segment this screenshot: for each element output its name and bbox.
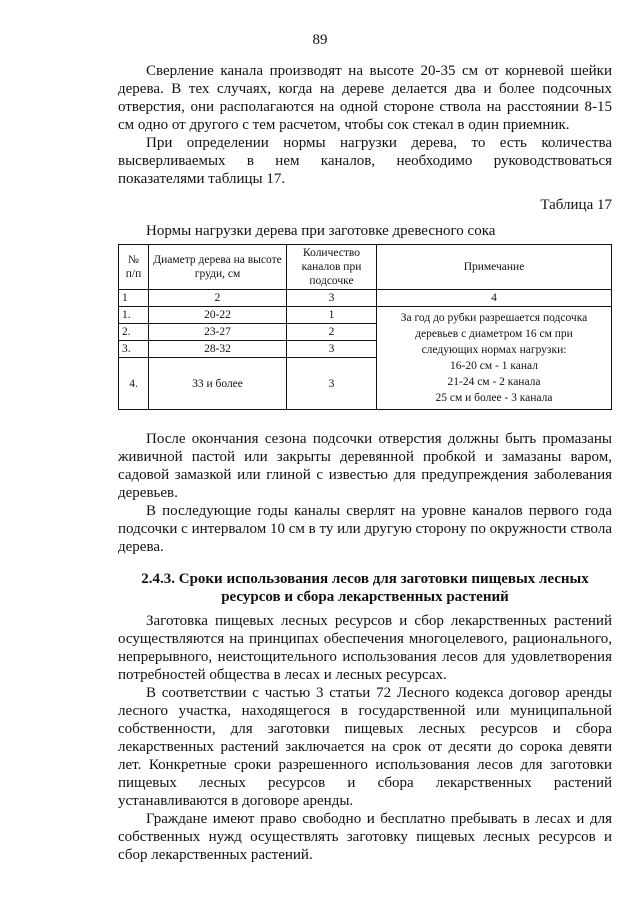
table-cell: 28-32 [149,341,287,358]
table-cell: 1. [119,307,149,324]
table-row [119,307,612,324]
table-cell: 1 [119,290,149,307]
table-cell: 3 [287,341,377,358]
note-line: 16-20 см - 1 канал [450,360,538,372]
page-number: 89 [312,32,328,48]
table-cell: 3 [287,290,377,307]
note-line: 25 см и более - 3 канала [435,392,553,404]
note-line: следующих нормах нагрузки: [421,344,567,356]
table-header-row [119,245,612,290]
paragraph: В последующие годы каналы сверлят на уровне каналов первого года подсочки с интервалом 10 см в ту или другую сторону по окружности ствола дерева. [118,503,612,555]
section-heading [118,570,612,606]
table-cell: 3. [119,341,149,358]
paragraph: Граждане имеют право свободно и бесплатно пребывать в лесах и для собственных нужд осуществлять заготовку пищевых лесных ресурсов и сбор лекарственных растений. [118,811,612,863]
norms-table [118,244,612,410]
note-line: За год до рубки разрешается подсочка [400,312,588,324]
table-header-cell: Количество каналов при подсочке [287,245,377,290]
table-header-cell: № п/п [119,245,149,290]
note-line: 21-24 см - 2 канала [447,376,541,388]
table-header-cell: Диаметр дерева на высоте груди, см [149,245,287,290]
table-index-row [119,290,612,307]
page-content [118,62,612,864]
table-cell: 20-22 [149,307,287,324]
table-title: Нормы нагрузки дерева при заготовке древесного сока [146,223,496,239]
note-line: деревьев с диаметром 16 см при [415,328,573,340]
paragraph: После окончания сезона подсочки отверстия должны быть промазаны живичной пастой или закрыты деревянной пробкой и замазаны варом, садовой замазкой или глиной с известью для предупреждения заболевания деревьев. [118,431,612,501]
paragraph-group [118,430,612,556]
paragraph: В соответствии с частью 3 статьи 72 Лесного кодекса договор аренды лесного участка, находящегося в государственной или муниципальной собственности, для заготовки пищевых лесных ресурсов и сбора лекарственных растений заключается на срок от десяти до сорока девяти лет. Конкретные сроки разрешенного использования лесов для заготовки пищевых лесных ресурсов и сбора лекарственных растений устанавливаются в договоре аренды. [118,685,612,809]
table-cell: 3 [287,358,377,410]
section-heading-line: ресурсов и сбора лекарственных растений [221,589,509,605]
paragraph: Сверление канала производят на высоте 20-35 см от корневой шейки дерева. В тех случаях, когда на дереве делается два и более подсочных отверстия, они располагаются на одной стороне ствола на расстоянии 8-15 см одно от другого с тем расчетом, чтобы сок стекал в один приемник. [118,63,612,133]
paragraph: Заготовка пищевых лесных ресурсов и сбор лекарственных растений осуществляются на принципах обеспечения многоцелевого, рационального, непрерывного, неистощительного использования лесов для удовлетворения потребностей общества в лесах и лесных ресурсах. [118,613,612,683]
table-header-cell: Примечание [377,245,612,290]
table-cell: 33 и более [149,358,287,410]
table-cell: 2 [287,324,377,341]
section-heading-line: 2.4.3. Сроки использования лесов для заготовки пищевых лесных [141,571,589,587]
table-cell: 23-27 [149,324,287,341]
table-cell: 2 [149,290,287,307]
table-cell: 2. [119,324,149,341]
table-cell: 1 [287,307,377,324]
table-note-cell [377,307,612,410]
table-cell: 4 [377,290,612,307]
table-cell: 4. [119,358,149,410]
paragraph: При определении нормы нагрузки дерева, то есть количества высверливаемых в нем каналов, необходимо руководствоваться показателями таблицы 17. [118,135,612,187]
table-caption: Таблица 17 [540,197,612,213]
